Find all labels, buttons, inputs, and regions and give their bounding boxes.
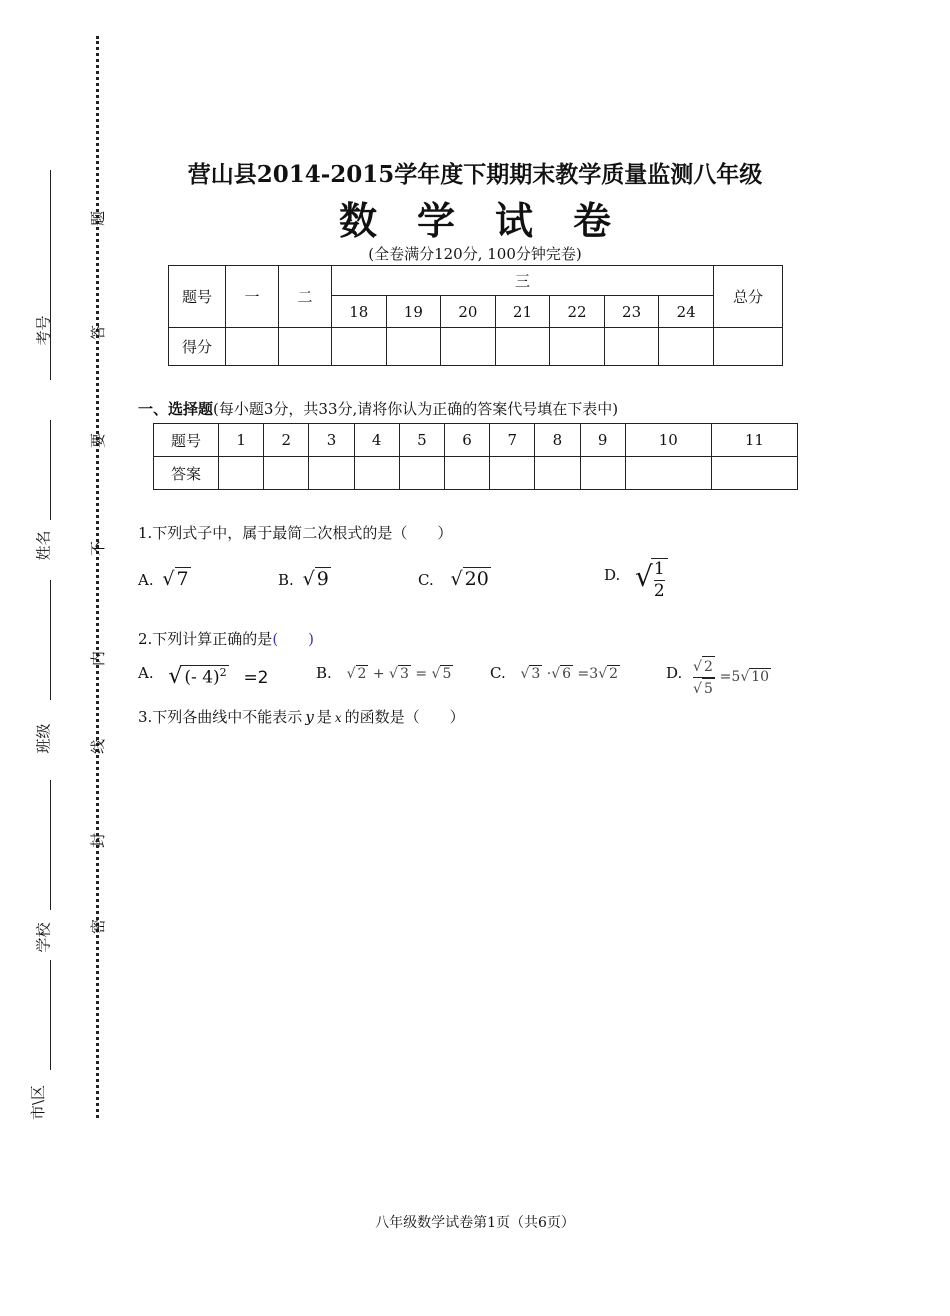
name-label: 姓名	[34, 530, 53, 561]
score-total-label: 总分	[714, 266, 783, 328]
score-cell[interactable]	[332, 328, 387, 366]
score-cell[interactable]	[550, 328, 605, 366]
class-blank-line[interactable]	[50, 580, 52, 700]
option-label: D.	[604, 566, 621, 584]
math-expression: =5√ 10	[719, 669, 770, 685]
q1-option-a[interactable]	[138, 567, 191, 590]
answer-cell[interactable]	[490, 457, 535, 490]
district-label: 市\区	[29, 1084, 48, 1121]
answer-paren: ( )	[272, 630, 315, 648]
score-subcol: 24	[659, 296, 714, 328]
answer-header-label: 题号	[154, 424, 219, 457]
q2-option-d[interactable]	[666, 656, 771, 699]
exam-title	[0, 190, 950, 245]
section-1-title: 一、选择题	[138, 400, 214, 418]
answer-table	[153, 423, 798, 490]
option-label: A.	[138, 664, 154, 682]
option-label: C.	[490, 664, 506, 682]
section-1-heading	[138, 398, 618, 419]
answer-cell[interactable]	[399, 457, 444, 490]
q2-option-a[interactable]	[138, 664, 269, 689]
seal-char: 要	[89, 432, 108, 449]
answer-number: 10	[625, 424, 711, 457]
score-table	[168, 265, 783, 366]
seal-char: 答	[89, 324, 108, 341]
class-label: 班级	[34, 723, 53, 754]
question-2-stem: 2.下列计算正确的是( )	[138, 630, 315, 648]
score-subcol: 19	[386, 296, 441, 328]
answer-number: 1	[219, 424, 264, 457]
exam-subtitle: (全卷满分120分, 100分钟完卷)	[368, 245, 582, 263]
answer-cell[interactable]	[444, 457, 489, 490]
option-label: C.	[418, 571, 434, 589]
section-1-note: (每小题3分，共33分,请将你认为正确的答案代号填在下表中)	[213, 400, 619, 418]
answer-cell[interactable]	[625, 457, 711, 490]
page-footer: 八年级数学试卷第1页（共6页）	[375, 1215, 575, 1231]
answer-number: 3	[309, 424, 354, 457]
seal-char: 题	[89, 210, 108, 227]
q1-option-d[interactable]	[604, 558, 668, 602]
seal-char: 封	[89, 832, 108, 849]
fraction: $\frac{√ 2}{√ 5}$	[693, 656, 715, 699]
school-blank-line[interactable]	[50, 780, 52, 910]
title-char: 学	[416, 199, 455, 243]
math-expression: √ 3 ·√ 6 =3√ 2	[520, 666, 619, 682]
title-char: 卷	[573, 199, 612, 243]
score-subcol: 20	[441, 296, 496, 328]
q1-option-c[interactable]	[418, 567, 491, 590]
answer-number: 5	[399, 424, 444, 457]
answer-cell[interactable]	[309, 457, 354, 490]
seal-char: 线	[89, 738, 108, 755]
answer-cell[interactable]	[711, 457, 797, 490]
score-cell[interactable]	[659, 328, 714, 366]
answer-number: 4	[354, 424, 399, 457]
score-subcol: 23	[604, 296, 659, 328]
answer-number: 2	[264, 424, 309, 457]
seal-char: 内	[89, 650, 108, 667]
score-subcol: 21	[495, 296, 550, 328]
score-col-1: 一	[226, 266, 279, 328]
score-cell[interactable]	[279, 328, 332, 366]
question-3-stem: 3.下列各曲线中不能表示 y 是 x 的函数是（ ）	[138, 708, 465, 726]
math-expression: √ 2 + √ 3 = √ 5	[346, 666, 452, 682]
option-label: D.	[666, 664, 683, 682]
option-label: B.	[278, 571, 294, 589]
exam-number-label: 考号	[34, 315, 53, 346]
seal-char: 不	[89, 540, 108, 557]
question-1-stem: 1.下列式子中，属于最简二次根式的是（ ）	[138, 524, 453, 542]
answer-row-label: 答案	[154, 457, 219, 490]
q1-option-b[interactable]	[278, 567, 331, 590]
sqrt-expression: √ (- 4)$^2$	[168, 664, 227, 689]
title-char: 数	[338, 199, 377, 243]
answer-number: 6	[444, 424, 489, 457]
q2-option-b[interactable]	[316, 664, 453, 682]
q2-option-c[interactable]	[490, 664, 620, 682]
var-x: x	[334, 711, 342, 725]
score-cell[interactable]	[604, 328, 659, 366]
score-subcol: 22	[550, 296, 605, 328]
fraction: $\frac{1}{2}$	[651, 558, 668, 602]
answer-number: 9	[580, 424, 625, 457]
answer-number: 8	[535, 424, 580, 457]
equals-two: =2	[243, 668, 269, 688]
answer-cell[interactable]	[219, 457, 264, 490]
seal-char: 密	[89, 918, 108, 935]
score-cell[interactable]	[495, 328, 550, 366]
sqrt-expression: √ 7	[162, 568, 189, 590]
school-label: 学校	[34, 922, 53, 953]
score-col-2: 二	[279, 266, 332, 328]
score-subcol: 18	[332, 296, 387, 328]
answer-cell[interactable]	[535, 457, 580, 490]
district-blank-line[interactable]	[50, 960, 52, 1070]
sqrt-expression: √ 9	[302, 568, 329, 590]
option-label: A.	[138, 571, 154, 589]
answer-cell[interactable]	[264, 457, 309, 490]
title-char: 试	[495, 199, 534, 243]
sqrt-expression: √ 20	[450, 568, 489, 590]
exam-heading: 营山县2014-2015学年度下期期末教学质量监测八年级	[187, 161, 763, 188]
answer-cell[interactable]	[354, 457, 399, 490]
sqrt-sign: √	[635, 560, 653, 593]
score-cell[interactable]	[226, 328, 279, 366]
score-cell[interactable]	[441, 328, 496, 366]
score-col-3: 三	[332, 266, 714, 296]
score-row-label: 得分	[169, 328, 226, 366]
score-cell[interactable]	[386, 328, 441, 366]
score-header-label: 题号	[169, 266, 226, 328]
answer-number: 7	[490, 424, 535, 457]
name-blank-line[interactable]	[50, 420, 52, 520]
var-y: y	[305, 708, 314, 726]
answer-cell[interactable]	[580, 457, 625, 490]
option-label: B.	[316, 664, 332, 682]
answer-number: 11	[711, 424, 797, 457]
score-cell[interactable]	[714, 328, 783, 366]
